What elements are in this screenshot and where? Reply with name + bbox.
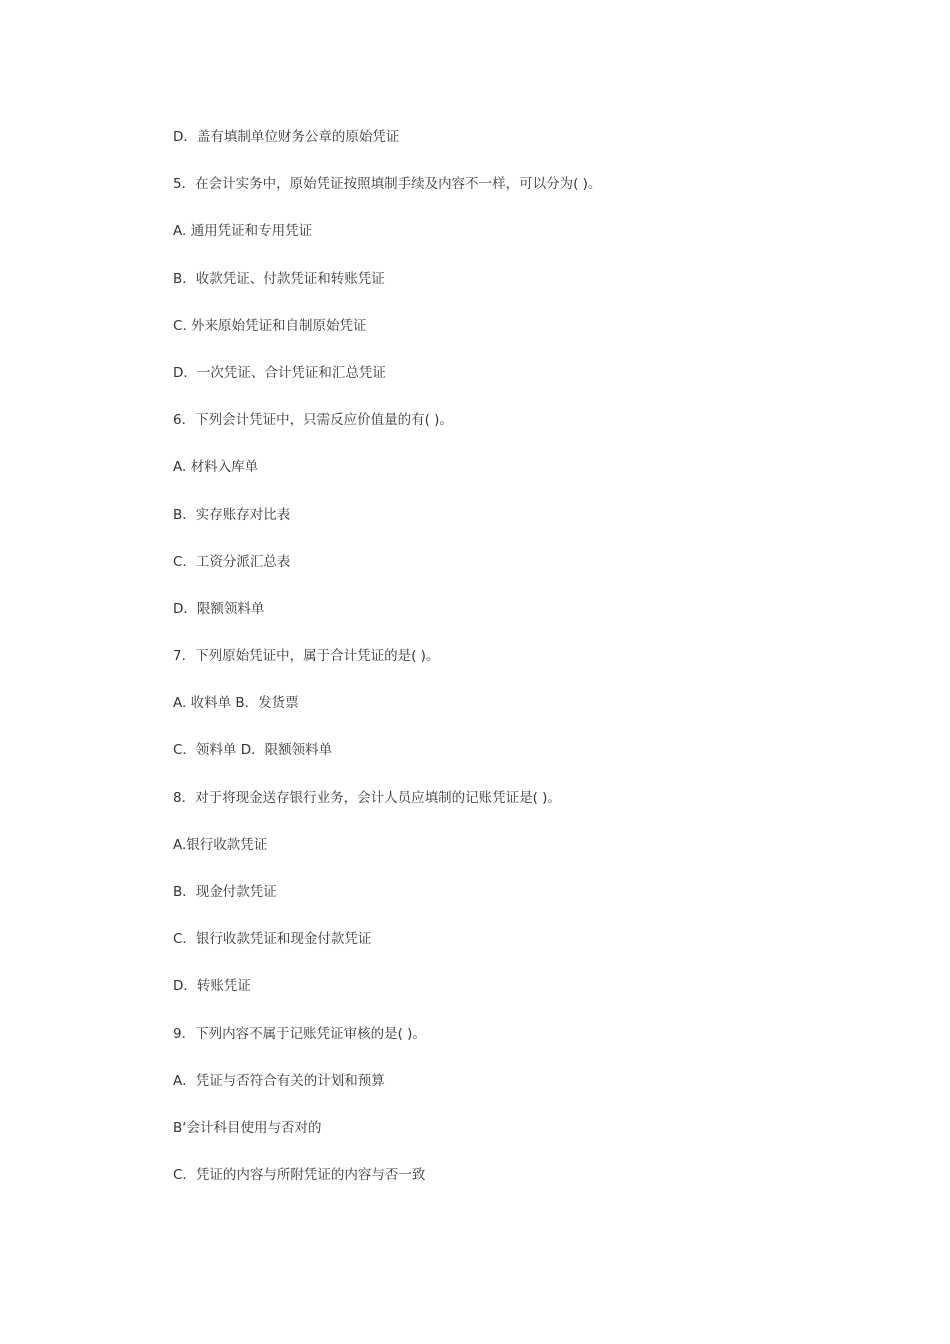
option-5c: C. 外来原始凭证和自制原始凭证 — [173, 317, 367, 334]
option-6b: B．实存账存对比表 — [173, 506, 291, 523]
option-8a: A.银行收款凭证 — [173, 836, 268, 853]
option-6a: A. 材料入库单 — [173, 459, 259, 476]
option-5b: B．收款凭证、付款凭证和转账凭证 — [173, 270, 385, 287]
option-4d: D．盖有填制单位财务公章的原始凭证 — [173, 129, 400, 145]
option-8d: D．转账凭证 — [173, 978, 251, 995]
question-6: 6．下列会计凭证中，只需反应价值量的有( )。 — [173, 412, 453, 429]
question-7: 7．下列原始凭证中，属于合计凭证的是( )。 — [173, 648, 440, 665]
option-6c: C．工资分派汇总表 — [173, 553, 291, 570]
option-5d: D．一次凭证、合计凭证和汇总凭证 — [173, 364, 386, 381]
option-8b: B．现金付款凭证 — [173, 884, 277, 900]
question-8: 8．对于将现金送存银行业务，会计人员应填制的记账凭证是( )。 — [173, 789, 561, 806]
option-9c: C．凭证的内容与所附凭证的内容与否一致 — [173, 1167, 426, 1184]
question-5: 5．在会计实务中，原始凭证按照填制手续及内容不一样，可以分为( )。 — [173, 176, 602, 193]
option-7cd: C．领料单 D．限额领料单 — [173, 742, 333, 759]
option-5a: A. 通用凭证和专用凭证 — [173, 223, 313, 240]
option-9b: B‘会计科目使用与否对的 — [173, 1119, 322, 1136]
option-9a: A．凭证与否符合有关的计划和预算 — [173, 1072, 385, 1089]
option-7ab: A. 收料单 B．发货票 — [173, 695, 299, 712]
option-8c: C．银行收款凭证和现金付款凭证 — [173, 931, 372, 948]
question-9: 9．下列内容不属于记账凭证审核的是( )。 — [173, 1025, 426, 1042]
option-6d: D．限额领料单 — [173, 600, 265, 617]
question-list — [173, 125, 873, 1210]
